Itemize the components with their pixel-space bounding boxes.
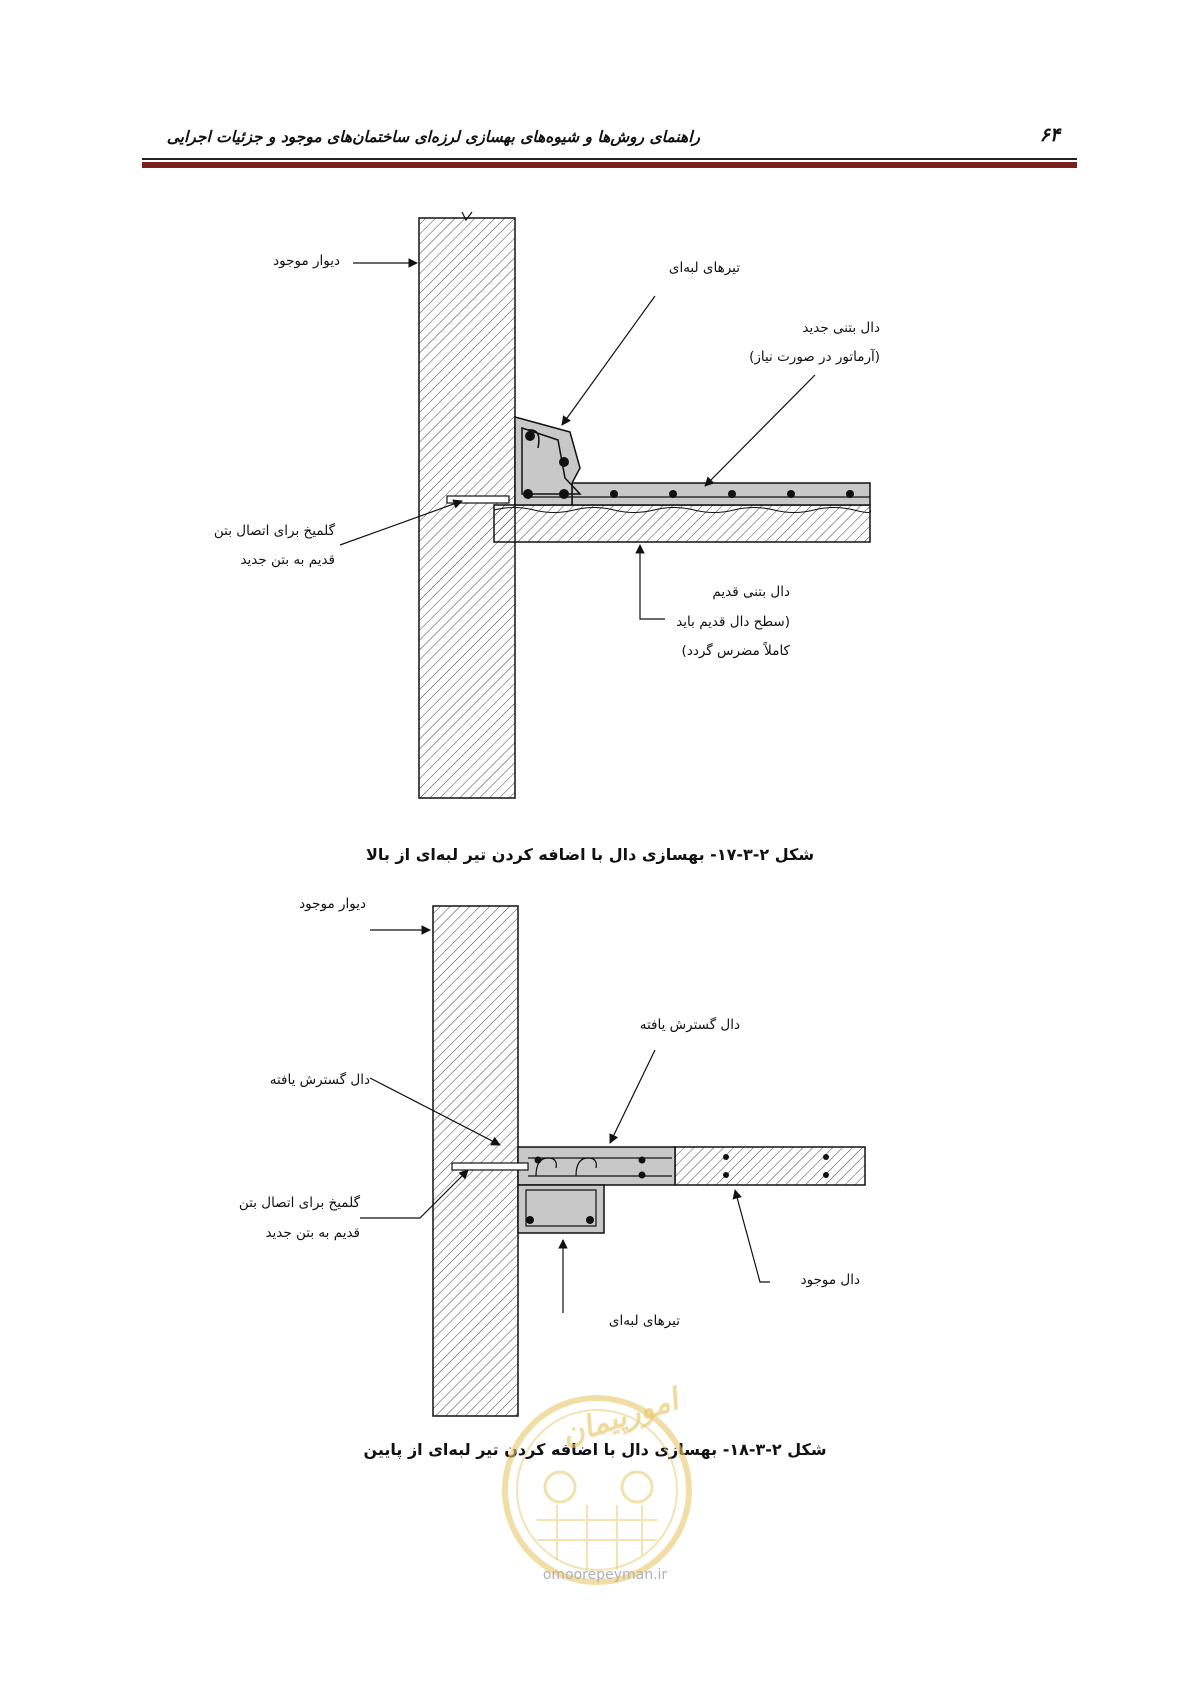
existing-wall-section bbox=[433, 906, 518, 1416]
fig2-label-existing-wall: دیوار موجود bbox=[299, 896, 366, 912]
fig2-label-edge-beams: تیرهای لبه‌ای bbox=[608, 1313, 680, 1329]
fig2-label-existing-slab: دال موجود bbox=[800, 1272, 860, 1288]
rebar bbox=[535, 1157, 542, 1164]
fig1-label-old-slab-1: دال بتنی قدیم bbox=[712, 584, 790, 600]
fig1-label-dowel-2: قدیم به بتن جدید bbox=[240, 552, 335, 568]
fig2-label-extended-slab-left: دال گسترش یافته bbox=[269, 1072, 370, 1088]
rebar bbox=[586, 1216, 594, 1224]
dowel bbox=[452, 1163, 528, 1170]
fig1-label-old-slab-2: (سطح دال قدیم باید bbox=[676, 614, 790, 630]
rebar bbox=[723, 1154, 729, 1160]
existing-slab-section bbox=[675, 1147, 865, 1185]
page-number: ۶۴ bbox=[1039, 124, 1060, 146]
fig1-label-dowel-1: گلمیخ برای اتصال بتن bbox=[213, 523, 335, 539]
fig1-label-new-slab-2: (آرماتور در صورت نیاز) bbox=[749, 349, 880, 365]
rebar bbox=[823, 1172, 829, 1178]
rebar bbox=[723, 1172, 729, 1178]
figure-1-caption: شکل ۲-۳-۱۷- بهسازی دال با اضافه کردن تیر لبه‌ای از بالا bbox=[365, 845, 815, 864]
fig1-label-old-slab-3: کاملاً مضرس گردد) bbox=[681, 643, 790, 659]
watermark-logo-text: امورپیمان bbox=[557, 1382, 683, 1453]
rebar bbox=[639, 1172, 646, 1179]
rebar bbox=[639, 1157, 646, 1164]
running-header-title: راهنمای روش‌ها و شیوه‌های بهسازی لرزه‌ای ساختمان‌های موجود و جزئیات اجرایی bbox=[166, 128, 700, 146]
fig1-label-new-slab-1: دال بتنی جدید bbox=[802, 320, 880, 336]
rebar bbox=[526, 1216, 534, 1224]
figure-2-caption: شکل ۲-۳-۱۸- بهسازی دال با اضافه کردن تیر لبه‌ای از پایین bbox=[363, 1440, 827, 1459]
fig1-label-edge-beams: تیرهای لبه‌ای bbox=[668, 260, 740, 276]
watermark-url: omoorepeyman.ir bbox=[542, 1567, 668, 1583]
fig2-label-dowel-1: گلمیخ برای اتصال بتن bbox=[238, 1195, 360, 1211]
fig1-label-existing-wall: دیوار موجود bbox=[273, 253, 340, 269]
fig2-label-dowel-2: قدیم به بتن جدید bbox=[265, 1225, 360, 1241]
fig2-label-extended-slab-right: دال گسترش یافته bbox=[639, 1017, 740, 1033]
rebar bbox=[823, 1154, 829, 1160]
